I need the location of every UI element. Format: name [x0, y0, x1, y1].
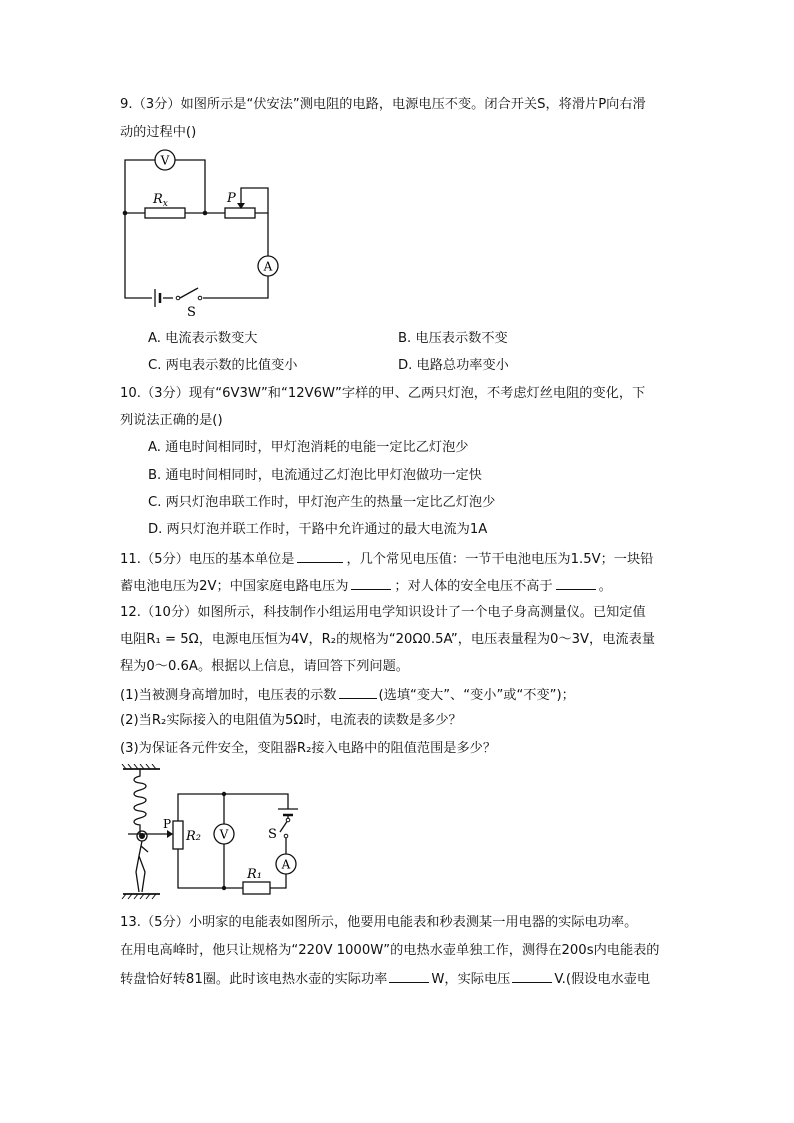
- q12-stem-line1: 12.（10分）如图所示，科技制作小组运用电学知识设计了一个电子身高测量仪。已知定值: [120, 605, 646, 620]
- q12-stem-line3: 程为0～0.6A。根据以上信息，请回答下列问题。: [120, 659, 409, 674]
- q11-blank-3[interactable]: [556, 576, 596, 590]
- q11-blank-1[interactable]: [297, 549, 343, 563]
- q12-ammeter-label: A: [281, 857, 291, 872]
- q11-text-2c: 。: [598, 579, 612, 594]
- q9-stem-line1: 9.（3分）如图所示是“伏安法”测电阻的电路，电源电压不变。闭合开关S，将滑片P向右滑: [120, 97, 646, 112]
- q12-sub2: (2)当R₂实际接入的电阻值为5Ω时，电流表的读数是多少？: [120, 713, 462, 728]
- q11-blank-2[interactable]: [351, 576, 391, 590]
- q9-stem-line2: 动的过程中(): [120, 125, 197, 140]
- q9-option-a: A. 电流表示数变大: [148, 331, 258, 346]
- q10-stem-line2: 列说法正确的是(): [120, 413, 223, 428]
- q13-stem-line3: [120, 969, 650, 989]
- q11-text-1a: 11.（5分）电压的基本单位是: [120, 552, 295, 567]
- q9-voltmeter: [155, 150, 175, 170]
- q9-ammeter: [258, 256, 278, 276]
- q13-stem-line1: 13.（5分）小明家的电能表如图所示，他要用电能表和秒表测某一用电器的实际电功率。: [120, 915, 638, 930]
- q11-text-2a: 蓄电池电压为2V；中国家庭电路电压为: [120, 579, 349, 594]
- q12-r2-label: R₂: [186, 829, 201, 844]
- q9-circuit-diagram: [110, 148, 290, 320]
- q10-option-d: D. 两只灯泡并联工作时，干路中允许通过的最大电流为1A: [148, 522, 488, 537]
- q12-height-meter-diagram: [118, 764, 314, 906]
- q9-slider-label: P: [227, 191, 236, 206]
- q10-stem-line1: 10.（3分）现有“6V3W”和“12V6W”字样的甲、乙两只灯泡，不考虑灯丝电阻的变化，下: [120, 386, 646, 401]
- q9-option-d: D. 电路总功率变小: [398, 358, 509, 373]
- q9-switch-label: S: [187, 305, 196, 320]
- q13-text-3c: V.(假设电水壶电: [554, 972, 651, 987]
- q13-stem-line2: 在用电高峰时，他只让规格为“220V 1000W”的电热水壶单独工作，测得在200s内电能表的: [120, 943, 660, 958]
- q12-stem-line2: 电阻R₁ = 5Ω，电源电压恒为4V，R₂的规格为“20Ω0.5A”，电压表量程为0～3V，电流表量: [120, 632, 655, 647]
- q11-text-1b: ，几个常见电压值：一节干电池电压为1.5V；一块铅: [346, 552, 654, 567]
- q12-blank-1[interactable]: [339, 685, 377, 699]
- q10-option-a: A. 通电时间相同时，甲灯泡消耗的电能一定比乙灯泡少: [148, 440, 469, 455]
- q10-option-b: B. 通电时间相同时，电流通过乙灯泡比甲灯泡做功一定快: [148, 468, 482, 483]
- q9-option-b: B. 电压表示数不变: [398, 331, 508, 346]
- q12-switch-label: S: [268, 827, 277, 842]
- q11-text-2b: ；对人体的安全电压不高于: [394, 579, 553, 594]
- q13-text-3b: W，实际电压: [431, 972, 511, 987]
- q12-voltmeter: [214, 824, 234, 844]
- q12-sub3: (3)为保证各元件安全，变阻器R₂接入电路中的阻值范围是多少？: [120, 741, 497, 756]
- q13-blank-2[interactable]: [512, 969, 552, 983]
- q13-blank-1[interactable]: [389, 969, 429, 983]
- q12-slider-label: P: [163, 817, 172, 831]
- q12-r1-label: R₁: [247, 867, 262, 882]
- q13-text-3a: 转盘恰好转81圈。此时该电热水壶的实际功率: [120, 972, 388, 987]
- q12-voltmeter-label: V: [219, 827, 229, 842]
- q9-voltmeter-label: V: [160, 153, 170, 168]
- q9-ammeter-label: A: [263, 259, 273, 274]
- q12-ammeter: [276, 854, 296, 874]
- q9-option-c: C. 两电表示数的比值变小: [148, 358, 298, 373]
- q11-line2: [120, 576, 612, 596]
- q10-option-c: C. 两只灯泡串联工作时，甲灯泡产生的热量一定比乙灯泡少: [148, 495, 496, 510]
- q12-sub1-text-b: (选填“变大”、“变小”或“不变”)；: [378, 688, 575, 703]
- q11-line1: [120, 549, 653, 569]
- q12-sub1: [120, 685, 575, 705]
- q9-resistor-label: $R_x$: [153, 192, 168, 209]
- q12-sub1-text-a: (1)当被测身高增加时，电压表的示数: [120, 688, 337, 703]
